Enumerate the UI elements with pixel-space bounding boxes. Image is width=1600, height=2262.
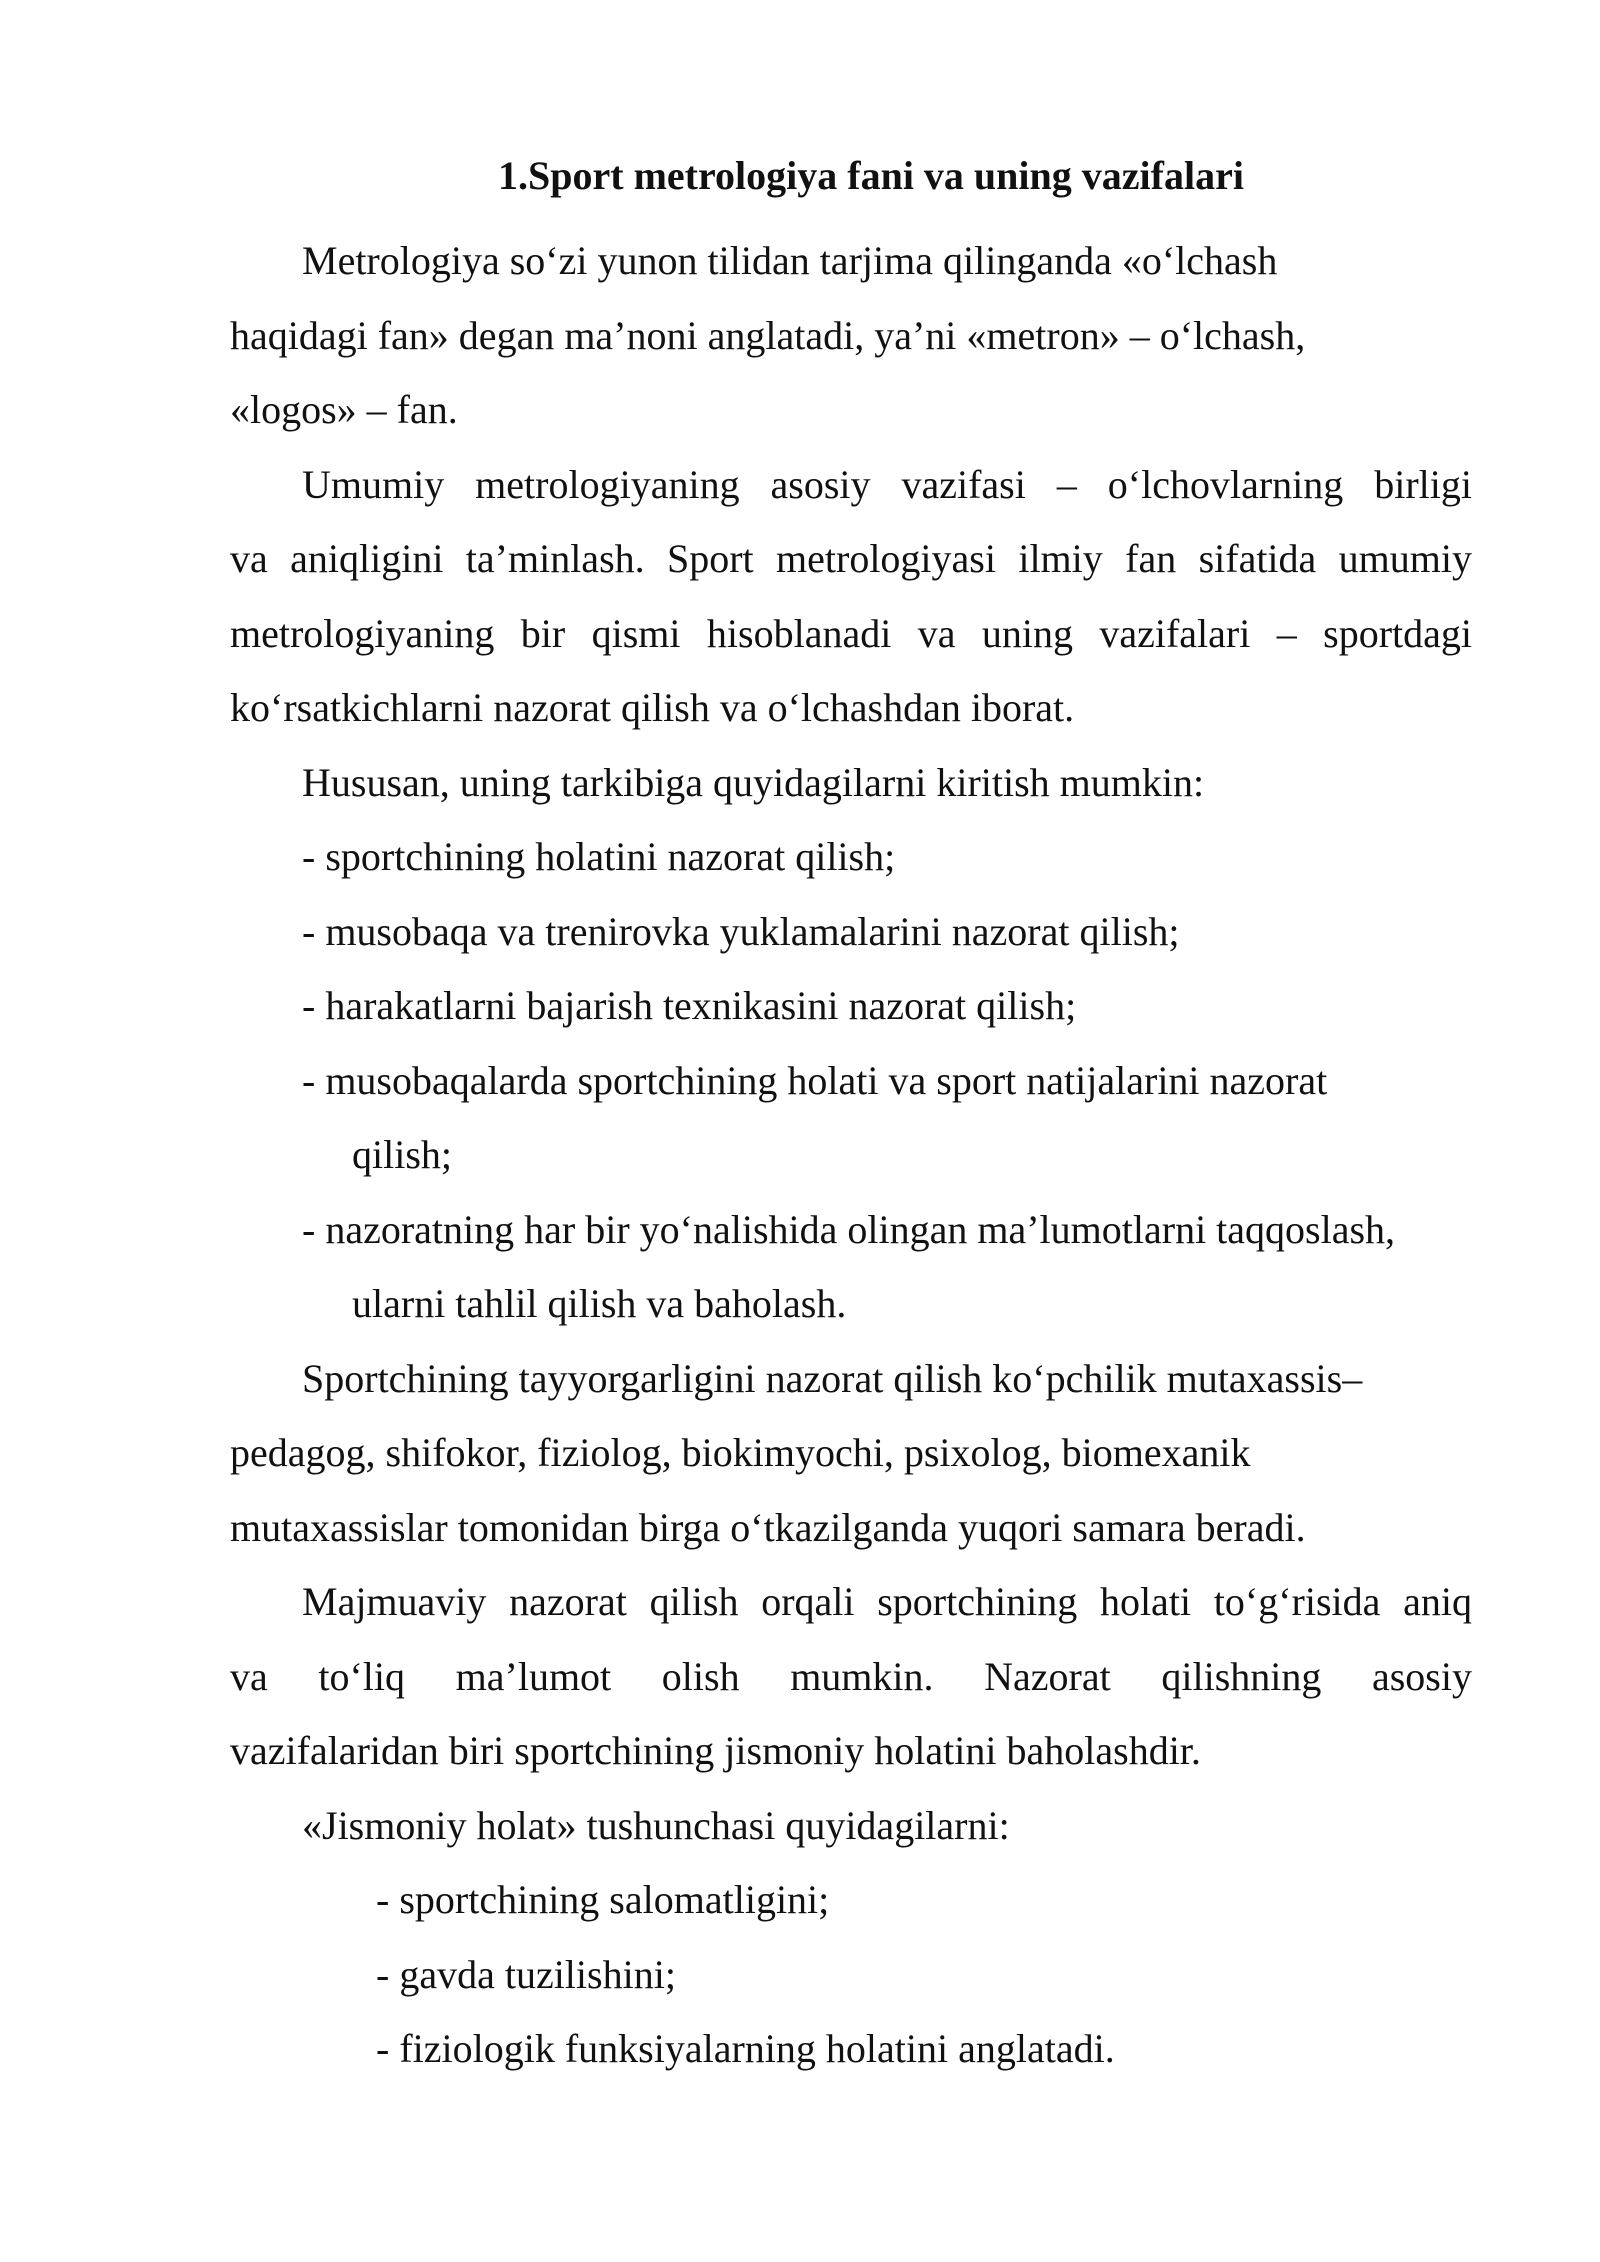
paragraph-line: va aniqligini ta’minlash. Sport metrologiyasi ilmiy fan sifatida umumiy: [230, 536, 1472, 581]
paragraph-6: «Jismoniy holat» tushunchasi quyidagilarni:: [302, 1802, 1010, 1848]
paragraph-line: Metrologiya so‘zi yunon tilidan tarjima qilinganda «o‘lchash: [302, 238, 1278, 283]
paragraph-5: [230, 1565, 1472, 1789]
list-item: - nazoratning har bir yo‘nalishida olingan ma’lumotlarni taqqoslash,: [302, 1206, 1396, 1252]
list-item-continuation: qilish;: [352, 1132, 453, 1177]
paragraph-line: metrologiyaning bir qismi hisoblanadi va uning vazifalari – sportdagi: [230, 610, 1472, 656]
section-title: 1.Sport metrologiya fani va uning vazifalari: [498, 153, 1244, 198]
sub-bullet-list: [230, 1863, 1472, 2087]
list-item: - sportchining salomatligini;: [376, 1877, 830, 1922]
paragraph-line: Majmuaviy nazorat qilish orqali sportchining holati to‘g‘risida aniq: [302, 1579, 1472, 1624]
paragraph-line: vazifalaridan biri sportchining jismoniy holatini baholashdir.: [230, 1728, 1201, 1773]
paragraph-line: Umumiy metrologiyaning asosiy vazifasi – o‘lchovlarning birligi: [302, 461, 1472, 507]
paragraph-line: Sportchining tayyorgarligini nazorat qilish ko‘pchilik mutaxassis–: [302, 1355, 1363, 1401]
list-item-continuation: ularni tahlil qilish va baholash.: [352, 1281, 847, 1326]
list-item: - harakatlarni bajarish texnikasini nazorat qilish;: [302, 983, 1077, 1028]
document-page: [230, 150, 1472, 2087]
paragraph-3: Hususan, uning tarkibiga quyidagilarni kiritish mumkin:: [302, 759, 1205, 805]
list-item: - gavda tuzilishini;: [376, 1951, 676, 1997]
paragraph-4: [230, 1342, 1472, 1566]
paragraph-1: [230, 224, 1472, 448]
paragraph-2: [230, 448, 1472, 746]
paragraph-line: haqidagi fan» degan ma’noni anglatadi, ya’ni «metron» – o‘lchash,: [230, 312, 1306, 358]
list-item: - musobaqa va trenirovka yuklamalarini nazorat qilish;: [302, 908, 1180, 954]
paragraph-line: «logos» – fan.: [230, 387, 458, 432]
list-item: - musobaqalarda sportchining holati va sport natijalarini nazorat: [302, 1057, 1328, 1103]
paragraph-line: pedagog, shifokor, fiziolog, biokimyochi, psixolog, biomexanik: [230, 1430, 1251, 1475]
paragraph-line: va to‘liq ma’lumot olish mumkin. Nazorat qilishning asosiy: [230, 1653, 1472, 1699]
paragraph-line: ko‘rsatkichlarni nazorat qilish va o‘lchashdan iborat.: [230, 685, 1075, 730]
list-item: - sportchining holatini nazorat qilish;: [302, 834, 896, 879]
bullet-list: [230, 820, 1472, 1342]
list-item: - fiziologik funksiyalarning holatini anglatadi.: [376, 2026, 1115, 2071]
paragraph-line: mutaxassislar tomonidan birga o‘tkazilganda yuqori samara beradi.: [230, 1504, 1306, 1550]
